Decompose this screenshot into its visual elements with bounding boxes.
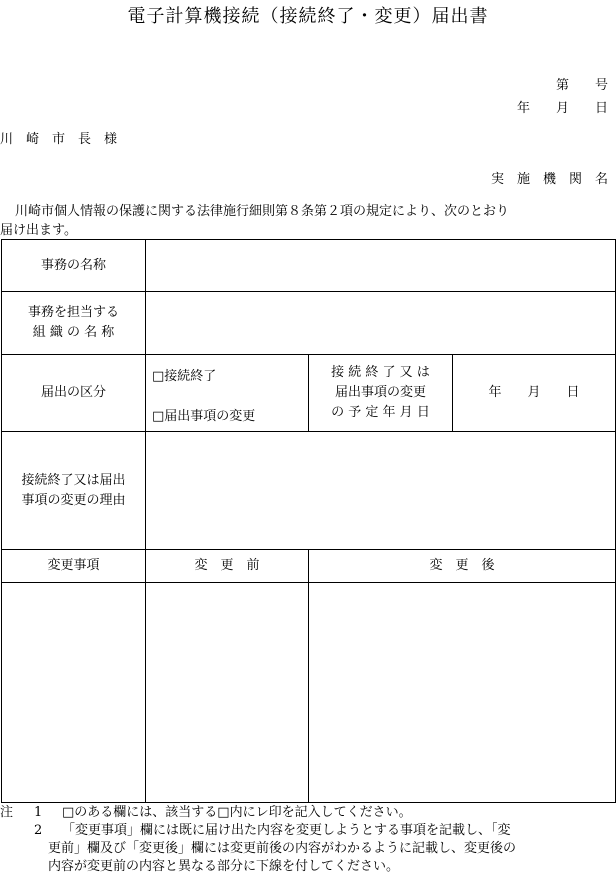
- notes-section: [0, 804, 616, 876]
- intro-line-1: 川崎市個人情報の保護に関する法律施行細則第８条第２項の規定により、次のとおり: [15, 204, 510, 219]
- note-2-number: 2: [34, 823, 43, 838]
- category-options: [146, 355, 309, 432]
- change-item-field[interactable]: [2, 583, 146, 803]
- note-2-cont: [0, 840, 616, 858]
- checkbox-item-change[interactable]: □届出事項の変更: [152, 409, 256, 424]
- col-header-after: 変 更 後: [309, 550, 616, 583]
- agency-name-label: 実 施 機 関 名: [490, 172, 608, 187]
- note-2-text-1: 「変更事項」欄には既に届け出た内容を変更しようとする事項を記載し、「変: [62, 823, 511, 838]
- note-2-text-2: 更前」欄及び「変更後」欄には変更前後の内容がわかるように記載し、変更後の: [48, 841, 517, 856]
- notification-form: [1, 239, 616, 803]
- reason-field[interactable]: [146, 432, 616, 550]
- document-number: 第 号: [555, 78, 608, 93]
- note-1-text: □のある欄には、該当する□内にレ印を記入してください。: [62, 805, 412, 820]
- org-name-field[interactable]: [146, 292, 616, 355]
- note-1-number: 1: [34, 805, 43, 820]
- planned-date-label: 接 続 終 了 又 は 届出事項の変更 の 予 定 年 月 日: [309, 355, 453, 432]
- document-title: 電子計算機接続（接続終了・変更）届出書: [127, 6, 489, 27]
- col-header-change-item: 変更事項: [2, 550, 146, 583]
- note-2-text-3: 内容が変更前の内容と異なる部分に下線を付してください。: [48, 859, 400, 874]
- checkbox-connection-end[interactable]: □接続終了: [152, 369, 217, 384]
- note-2: [0, 822, 616, 840]
- addressee: 川 崎 市 長 様: [0, 132, 118, 147]
- note-1: [0, 804, 616, 822]
- notes-prefix: 注: [0, 805, 14, 820]
- office-name-label: 事務の名称: [2, 240, 146, 292]
- office-name-field[interactable]: [146, 240, 616, 292]
- after-field[interactable]: [309, 583, 616, 803]
- intro-line-2: 届け出ます。: [0, 223, 77, 238]
- reason-label: 接続終了又は届出 事項の変更の理由: [2, 432, 146, 550]
- category-label: 届出の区分: [2, 355, 146, 432]
- planned-date-field[interactable]: 年 月 日: [453, 355, 616, 432]
- col-header-before: 変 更 前: [146, 550, 309, 583]
- document-date: 年 月 日: [516, 101, 608, 116]
- org-name-label: 事務を担当する 組 織 の 名 称: [2, 292, 146, 355]
- before-field[interactable]: [146, 583, 309, 803]
- note-2-cont-2: [0, 858, 616, 876]
